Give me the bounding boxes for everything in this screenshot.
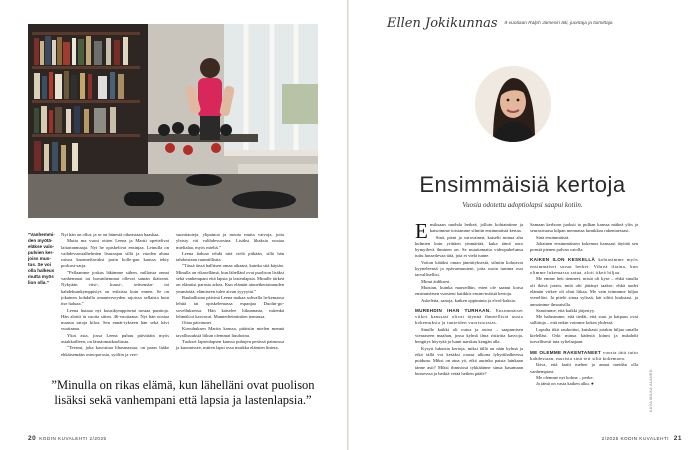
- left-column-2: [176, 232, 284, 352]
- article-subhead: Vuosia odotettu adoptiolapsi saapui kotiin.: [462, 201, 583, 209]
- paragraph: Samaan kerhoon juoksit to pulkan kanssa mäkeä ylös ja seurasivaasa kilpan mennassa lumikkoa rakentaessasi.: [530, 222, 638, 234]
- paragraph: Rauhallisina päivinä Leena makaa sohvalla lu-kemassa lehtiä tai opiskelemassa espanjaa Duolin-go-sovelluksessa. Hän katselee liikunnasta, mitenkä lehmälcot kasvavat. Mannerheimintien tennassa.: [176, 294, 284, 319]
- paragraph: Me olemme nyt kolme – perhe.: [536, 374, 594, 380]
- right-column-1: [415, 219, 523, 377]
- paragraph: Ykoi asia, jossa Leena puhuu päivittäin myös asiakkailleen, on läsnäomatkaoltusta.: [61, 332, 169, 345]
- paragraph: vuosia tätä tuttu kahdestaan, murista sinä tett siltä kokemaen.: [530, 349, 638, 361]
- paragraph: Sinä ensimmäistä.: [536, 234, 570, 240]
- paragraph: Nyt hän on ollut, ja se on hänestä oikeastaan haaskaa.: [61, 232, 160, 237]
- paragraph: Ja tämä on vasta kaiken alku. ●: [536, 381, 594, 387]
- folio-right: [602, 435, 682, 442]
- paragraph: Muistan, kuinka marsedhin, etten ole saanut koisa ensimmäisen vuosieni katikkis ensim-mäistä kertoja.: [415, 284, 523, 297]
- subheading: [415, 308, 523, 327]
- subheading: [530, 350, 638, 363]
- page-number: 20: [28, 435, 37, 442]
- paragraph: Askeleita, sanoja, katken oppiminta ja elvol-kaksia.: [421, 297, 516, 303]
- paragraph: Jokainen ensimmäisten kokemus kanssasi täyttää sen ponstä pienen palvan vaiolla.: [530, 240, 638, 253]
- paragraph: ”Tässä iässä hallitsen omaa aikaani, kuinka sitä käytän. Minulla on rikasellämä, kun lähellänl ovat puolison lisäksi sekä vanhempani että lapsia ja lastenlapsia. Minulle tärkeä on elämiisi parasta arkea. Kun elämän ainuetkertainuuden ymmärtää, elämiseen tulee aivan syyyyttä.”: [176, 263, 284, 294]
- sidebar-quote: ”Vanhemmi-den myötä-eläkse valo-pulvien ker-joiss muo-tus. Se voi olla halkeus mutta myös lion olla.”: [28, 232, 55, 285]
- subheading-label: KAIKEN ILON KESKELLÄ: [530, 257, 596, 263]
- paragraph: Kirouhuksen Martin kanssa, pitäisiin mielen mennä tavallisuuksiä liikun olemmat liuuhoina.: [176, 326, 284, 338]
- paragraph: Sinä, pieni ja varovainen, katselit minua alta kulmien kuin yrittäen ymmärtää, kuka tämä outo hymyilevä ihminen on. Se muuttamatta videopuhelunsa tuttu hasseilevaa tätä, jota et vielä tunne.: [415, 234, 523, 259]
- author-description: 8-vuotiaan Ralph Jamesin äiti, juontaja ja toimittaja: [504, 21, 613, 26]
- subheading: [530, 257, 638, 276]
- photo-credit-text: KUVA MILKA ALANEN: [649, 369, 653, 412]
- folio-text: 2/2025 KODIN KUVALEHTI: [601, 436, 669, 441]
- paragraph: suonitauteja, ylipainoa ja monia muita vaivoja, joita yleisty vät valihdevuosina. Lisäksi lihaksia nostaa mielialaa, myös mieliä.”: [176, 232, 284, 250]
- dropcap: E: [415, 219, 428, 243]
- photo-illustration: [28, 24, 318, 218]
- portrait-illustration: [475, 66, 551, 142]
- author-header: [387, 14, 687, 32]
- paragraph: ”Teesmi, joka kasvattaa lihasmassaa, on paras lääke ehkäisemään osteoporosia, syöliin ja veri-: [61, 345, 169, 357]
- author-portrait: [475, 66, 551, 142]
- right-column-2: [530, 222, 638, 387]
- paragraph: Lopulta itkit rauhoittut, kuiskasit jotakin hiljaa omalla kielelläsi. Orki minua kädestä kiinni ja nukahdit turvallisesti tuta sylielaajaan.: [530, 326, 638, 345]
- subheading-label: MUREHDIN IHAN TURHAAN.: [415, 307, 491, 313]
- photo-woman-with-weights: [28, 24, 318, 218]
- subheading-label: ME OLEMME RAKENTANEET: [530, 349, 601, 355]
- pull-quote: ”Minulla on rikas elämä, kun lähelläni ovat puolison lisäksi sekä vanhempani että lapsia ja lastenlapsia.”: [51, 378, 315, 407]
- paragraph: Voiton kätäksi oman jännittyksestä, silmiin kohoavat kyyneleensä ja epävarmuuteni, joita osoin tumma ossi tarvallisellisi.: [415, 259, 523, 278]
- paragraph: Ottaa päiväunet.: [182, 320, 213, 326]
- paragraph-lead: [415, 219, 523, 243]
- paragraph: Me halusimme, että tiedät, että suru ja kaipaus ovat sallittuja – että nekin voimme kokea yhdessä.: [530, 314, 638, 326]
- folio-text: KODIN KUVALEHTI 2/2025: [39, 436, 107, 441]
- lead-text: nsiksaan unohda hetkeä, jolloin kohtaintime ja katsoimme toisiamme silmiin ensimmäistä kertaa.: [429, 222, 523, 234]
- page-number: 21: [673, 435, 682, 442]
- photo-credit: [649, 322, 655, 412]
- paragraph: Mutta ma vuosi ottien Leena ja Martti opettelivat laitartanmaaja. Nyt he opiskelivat ensinjaa. Leinulla on vaihdevuosialhelmien lisuraajan sillä ja vuoden aluna ruisoa kaarmeftavaksi parin kolle-gan kanssa tehty podcast-sarja.: [61, 238, 169, 269]
- left-column-1: [61, 232, 169, 358]
- article-headline: Ensimmäisiä kertoja: [419, 172, 626, 197]
- paragraph: Sinulle kaikki oli outoa ja outoa – saapumisen vieraaseen maahan, jossa kylmä ilma ristiriita kasvoja, hengitys höyryää ja lunni narskuu kengän alla.: [415, 326, 523, 345]
- author-name: Ellen Jokikunnas: [387, 16, 498, 31]
- right-page: [349, 0, 696, 450]
- left-page: [0, 0, 347, 450]
- paragraph: Leena hutaaa nyt kuusikymppisenä nostaa punttoja. Hän aloitti tä vuotta sitten. 46-vuotiaana. Nyt hän nostaa maasta satoja kiloa. Sen ennät-tykseen hän sekä kävi vuotiaana.: [61, 307, 169, 332]
- folio-left: [28, 435, 107, 442]
- paragraph: Ikiva, että laatit mehen ja annat meidän olla vanhempiasi.: [530, 362, 638, 374]
- paragraph: Ensimmäiset viikot kanssasi olivat täynnä ihmeellisiä uusia kokemuksia ja tunteiden vuoristoratas.: [415, 307, 523, 326]
- paragraph: Kysyit lukuisia kertoja, miksi tällä on näin kylmä ja eikö tällä voi kesäksi oiassa ulkona lyhyttihalkeessa puiduna. Miksi on aina yö, eikö aurinko paista lainkaan tänne asti? Miksi ihmisissä tykkääinne sinua kasamaan bussesssa ja hetkiä vetää hetken pääle?: [415, 345, 523, 376]
- paragraph: Sanoimme, että kaikki järjestyy.: [536, 307, 596, 313]
- paragraph: kohtasimme myös ensimmäiset suruu hetket. Vihreä iltaina, kun olimme lukemassa satua, aloit itkeä hiljaa.: [530, 257, 638, 276]
- paragraph: ”Pellaamme joskus läkämme siihen, millaista onnai vanhemmat tai huvanhemmat ollevat saman ikäisenä. Nykyään viisi-, kuusi-, seitsemän- tai kahdeksankymppisiys on erilaista kuin ennen. Se on jokainen kohdalla omanterveyden rajoissa sellaista kuin itse haluaa.”: [61, 269, 169, 307]
- paragraph: Tuokset lapsenlapsen kanssa puhujen perässä paimossa ja kuonnissee, mitten lapsi ossa murkka elämien lintera.: [176, 339, 284, 351]
- paragraph: Leena haluaa tehdä nitä vielä pitkään, sillä hän tahdoistaan ruumiillistta.: [176, 250, 284, 263]
- paragraph: Me emme heti tienneet, mistä oli kyse – ehkä sinulla oli ikävä jotain, mitä olit jättänyt taakse, ehkä uudet elämän virkee oli ohut liikaa. Me vain teimmme hiljaa vierelläsi. Ja pitelö sinua sylissä, kät silitti hiuksiasi, ja annoimme ilmoaisilla.: [530, 276, 638, 307]
- paragraph: Minut äidiksesi.: [421, 278, 451, 284]
